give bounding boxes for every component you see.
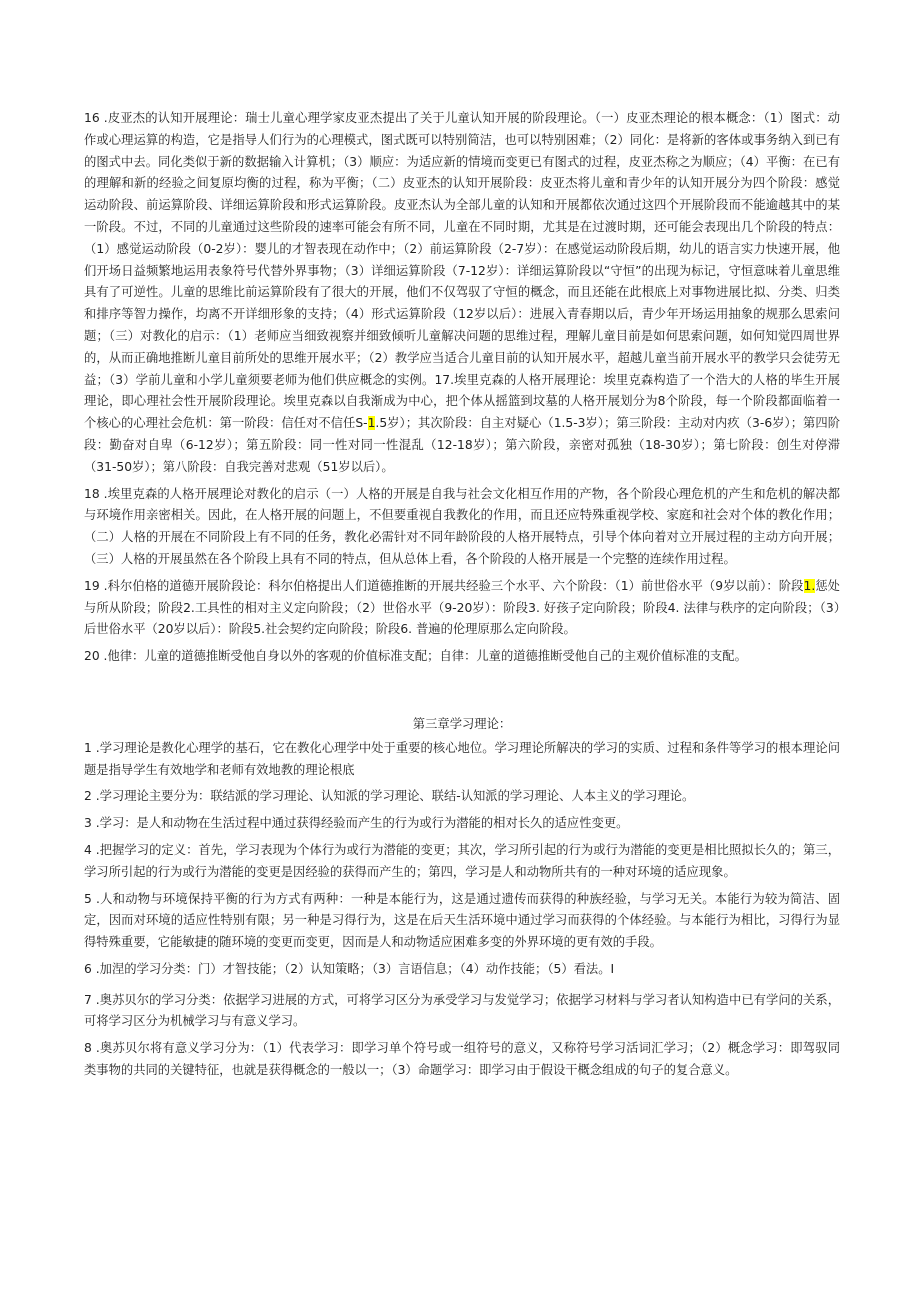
paragraph-20: 20 .他律：儿童的道德推断受他自身以外的客观的价值标准支配；自律：儿童的道德推断受他自己的主观价值标准的支配。 [84, 649, 747, 664]
chapter3-item-5: 5 .人和动物与环境保持平衡的行为方式有两种：一种是本能行为，这是通过遗传而获得的种族经验，与学习无关。本能行为较为简洁、固定，因而对环境的适应性特别有限；另一种是习得行为，这是在后天生活环境中通过学习而获得的个体经验。与本能行为相比，习得行为显得特殊重要，它能敏捷的随环境的变更而变更，因而是人和动物适应困难多变的外界环境的更有效的手段。 [84, 891, 840, 950]
chapter3-item-2: 2 .学习理论主要分为：联结派的学习理论、认知派的学习理论、联结-认知派的学习理论、人本主义的学习理论。 [84, 789, 695, 804]
paragraph-16 [84, 108, 840, 479]
paragraph-19-text-b: 惩处与所从阶段；阶段2.工具性的相对主义定向阶段；（2）世俗水平（9-20岁）：阶段3. 好孩子定向阶段；阶段4. 法律与秩序的定向阶段；（3）后世俗水平（20岁以后）：阶段5.社会契约定向阶段；阶段6. 普遍的伦理原那么定向阶段。 [84, 578, 840, 637]
chapter3-item-4: 4 .把握学习的定义：首先，学习表现为个体行为或行为潜能的变更；其次，学习所引起的行为或行为潜能的变更是相比照拟长久的；第三，学习所引起的行为或行为潜能的变更是因经验的获得而产生的；第四，学习是人和动物所共有的一种对环境的适应现象。 [84, 842, 840, 879]
chapter3-item-8: 8 .奥苏贝尔将有意义学习分为：（1）代表学习：即学习单个符号或一组符号的意义，又称符号学习活词汇学习；（2）概念学习：即驾驭同类事物的共同的关键特征，也就是获得概念的一般以一；（3）命题学习：即学习由于假设干概念组成的句子的复合意义。 [84, 1041, 840, 1078]
chapter-title: 第三章学习理论： [412, 716, 512, 731]
chapter3-item-3: 3 .学习：是人和动物在生活过程中通过获得经验而产生的行为或行为潜能的相对长久的适应性变更。 [84, 816, 629, 831]
paragraph-18: 18 .埃里克森的人格开展理论对教化的启示（一）人格的开展是自我与社会文化相互作用的产物，各个阶段心理危机的产生和危机的解决都与环境作用亲密相关。因此，在人格开展的问题上，不但要重视自我教化的作用，而且还应特殊重视学校、家庭和社会对个体的教化作用；（二）人格的开展在不同阶段上有不同的任务，教化必需针对不同年龄阶段的人格开展特点，引导个体向着对立开展过程的主动方向开展；（三）人格的开展虽然在各个阶段上具有不同的特点，但从总体上看，各个阶段的人格开展是一个完整的连续作用过程。 [84, 486, 840, 566]
document-page [84, 108, 840, 1082]
highlight-mark: 1 [367, 416, 376, 431]
chapter3-item-7: 7 .奥苏贝尔的学习分类：依据学习进展的方式，可将学习区分为承受学习与发觉学习；依据学习材料与学习者认知构造中已有学问的关系，可将学习区分为机械学习与有意义学习。 [84, 992, 840, 1029]
highlight-mark: 1. [803, 578, 816, 593]
paragraph-16-text-a: 16 .皮亚杰的认知开展理论：瑞士儿童心理学家皮亚杰提出了关于儿童认知开展的阶段理论。（一）皮亚杰理论的根本概念：（1）图式：动作或心理运算的构造，它是指导人们行为的心理模式，图式既可以特别简洁，也可以特别困难；（2）同化：是将新的客体或事务纳入到已有的图式中去。同化类似于新的数据输入计算机；（3）顺应：为适应新的情境而变更已有图式的过程，皮亚杰称之为顺应；（4）平衡：在已有的理解和新的经验之间复原均衡的过程，称为平衡；（二）皮亚杰的认知开展阶段：皮亚杰将儿童和青少年的认知开展分为四个阶段：感觉运动阶段、前运算阶段、详细运算阶段和形式运算阶段。皮亚杰认为全部儿童的认知和开展都依次通过这四个开展阶段而不能逾越其中的某一阶段。不过，不同的儿童通过这些阶段的速率可能会有所不同，儿童在不同时期，尤其是在过渡时期，还可能会表现出几个阶段的特点：（1）感觉运动阶段（0-2岁）：婴儿的才智表现在动作中；（2）前运算阶段（2-7岁）：在感觉运动阶段后期，幼儿的语言实力快速开展，他们开场日益频繁地运用表象符号代替外界事物；（3）详细运算阶段（7-12岁）：详细运算阶段以“守恒”的出现为标记，守恒意味着儿童思维具有了可逆性。儿童的思维比前运算阶段有了很大的开展，他们不仅驾驭了守恒的概念，而且还能在此根底上对事物进展比拟、分类、归类和排序等智力操作，均离不开详细形象的支持；（4）形式运算阶段（12岁以后）：进展入青春期以后，青少年开场运用抽象的规那么思索问题；（三）对教化的启示：（1）老师应当细致视察并细致倾听儿童解决问题的思维过程，理解儿童目前是如何思索问题，如何知觉四周世界的，从而正确地推断儿童目前所处的思维开展水平；（2）教学应当适合儿童目前的认知开展水平，超越儿童当前开展水平的教学只会徒劳无益；（3）学前儿童和小学儿童须要老师为他们供应概念的实例。17.埃里克森的人格开展理论：埃里克森构造了一个浩大的人格的毕生开展理论，即心理社会性开展阶段理论。埃里克森以自我渐成为中心，把个体从摇篮到坟墓的人格开展划分为8个阶段，每一个阶段都面临着一个核心的心理社会危机：第一阶段：信任对不信任S- [84, 111, 840, 431]
paragraph-19-text-a: 19 .科尔伯格的道德开展阶段论：科尔伯格提出人们道德推断的开展共经验三个水平、六个阶段：（1）前世俗水平（9岁以前）：阶段 [84, 578, 804, 593]
paragraph-19 [84, 576, 840, 641]
chapter3-item-1: 1 .学习理论是教化心理学的基石，它在教化心理学中处于重要的核心地位。学习理论所解决的学习的实质、过程和条件等学习的根本理论问题是指导学生有效地学和老师有效地教的理论根底 [84, 740, 840, 777]
paragraph-16-text-b: .5岁）；其次阶段：自主对疑心（1.5-3岁）；第三阶段：主动对内疚（3-6岁）；第四阶段：勤奋对自卑（6-12岁）；第五阶段：同一性对同一性混乱（12-18岁）；第六阶段，亲密对孤独（18-30岁）；第七阶段：创生对停滞（31-50岁）；第八阶段：自我完善对悲观（51岁以后）。 [84, 416, 840, 474]
chapter3-item-6: 6 .加涅的学习分类：门）才智技能；（2）认知策略；（3）言语信息；（4）动作技能；（5）看法。I [84, 961, 615, 976]
